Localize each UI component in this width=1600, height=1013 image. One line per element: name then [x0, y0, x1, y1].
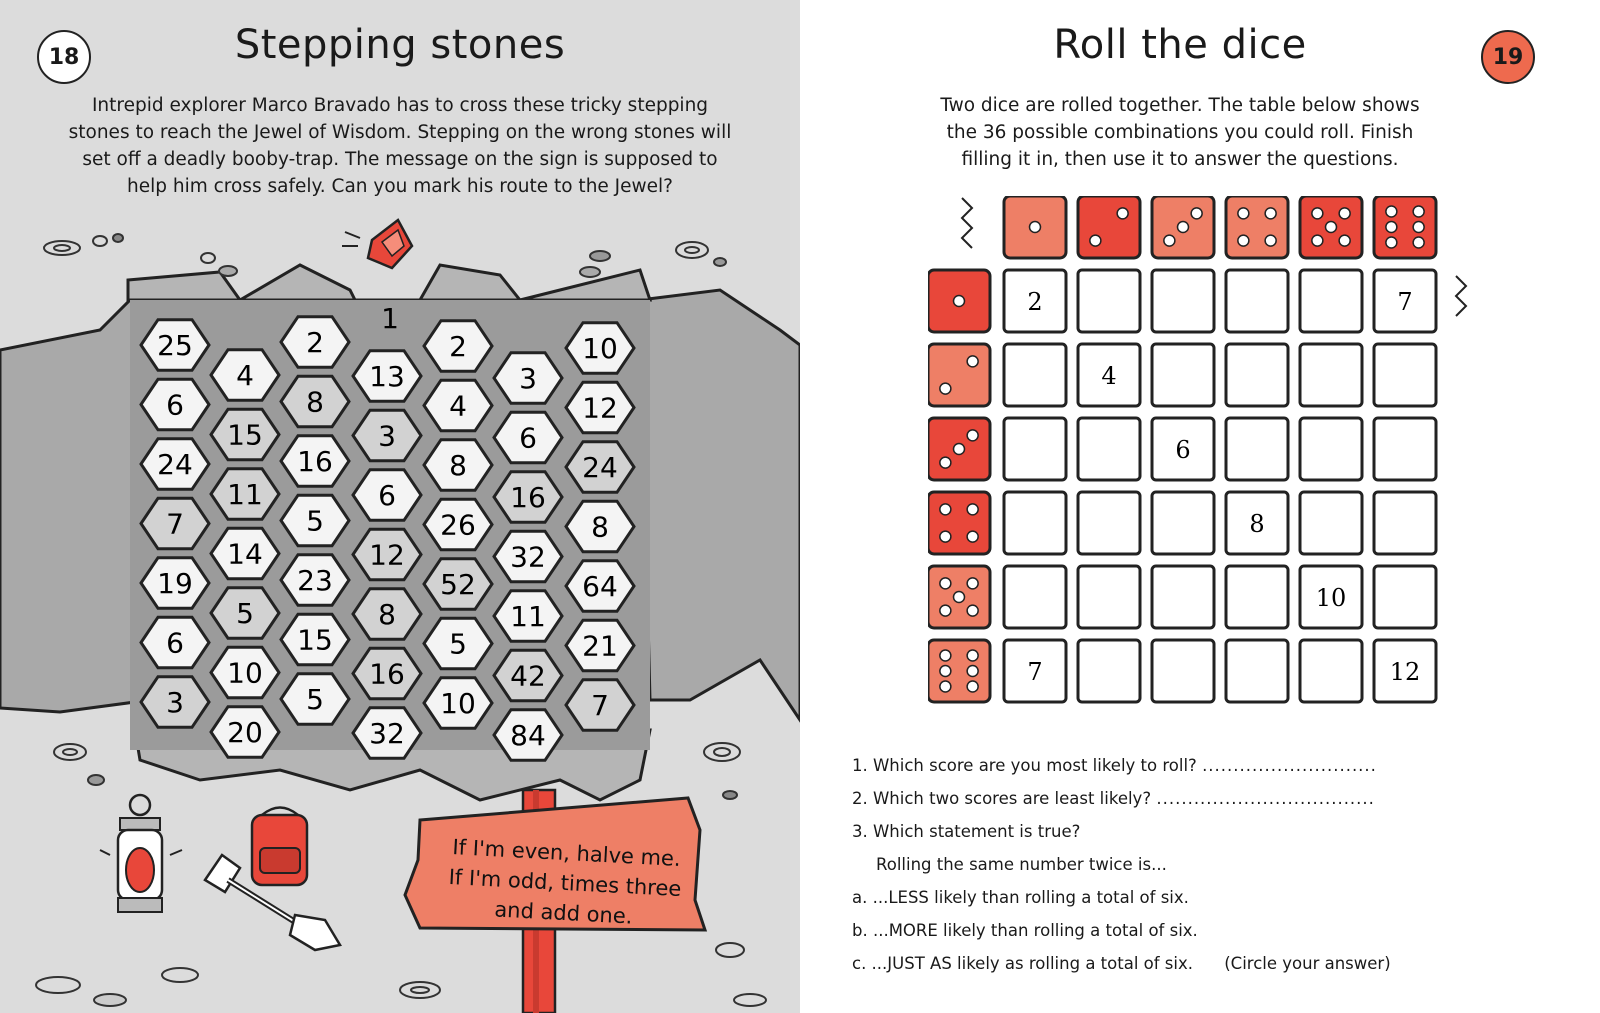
- lantern-icon: [100, 795, 182, 912]
- page-number-right: 19: [1481, 30, 1535, 84]
- table-cell[interactable]: [1374, 418, 1436, 480]
- stone-number: 6: [519, 421, 537, 455]
- table-cell[interactable]: [1300, 492, 1362, 554]
- stone-number: 42: [510, 659, 546, 693]
- intro-line: filling it in, then use it to answer the questions.: [961, 149, 1399, 170]
- die-pip: [967, 666, 978, 677]
- die-pip: [967, 356, 978, 367]
- table-cell[interactable]: [1226, 566, 1288, 628]
- table-cell[interactable]: [1300, 418, 1362, 480]
- table-cell[interactable]: [1152, 640, 1214, 702]
- die-pip: [1413, 237, 1424, 248]
- question-3-prompt: Rolling the same number twice is...: [876, 855, 1167, 874]
- die-pip: [1265, 208, 1276, 219]
- intro-text-left: [40, 92, 760, 200]
- die-pip: [967, 578, 978, 589]
- question-3: 3. Which statement is true?: [852, 822, 1081, 841]
- intro-line: Two dice are rolled together. The table below shows: [940, 95, 1420, 116]
- option-a[interactable]: a. ...LESS likely than rolling a total of six.: [852, 888, 1189, 907]
- stone-number: 21: [582, 629, 618, 663]
- stone-number: 19: [157, 567, 193, 600]
- die-pip: [940, 383, 951, 394]
- stone-number: 23: [297, 564, 333, 597]
- left-cliff: [0, 290, 150, 712]
- cell-value: 6: [1175, 436, 1191, 464]
- die-pip: [1090, 235, 1101, 246]
- question-text: 1. Which score are you most likely to roll?: [852, 756, 1197, 775]
- stone-number: 5: [306, 683, 324, 716]
- stone-number: 26: [440, 508, 476, 542]
- table-cell[interactable]: [1226, 640, 1288, 702]
- stone-number: 2: [449, 330, 467, 363]
- table-cell[interactable]: [1152, 566, 1214, 628]
- option-c[interactable]: [852, 954, 1391, 973]
- die-pip: [1413, 206, 1424, 217]
- cell-value: 7: [1397, 288, 1413, 316]
- dice-combination-table: [928, 196, 1488, 741]
- stone-number: 11: [227, 478, 263, 511]
- die-pip: [954, 444, 965, 455]
- die-pip: [1191, 208, 1202, 219]
- stone-number: 15: [227, 418, 263, 452]
- die-pip: [1326, 222, 1337, 233]
- stone-number: 3: [378, 419, 396, 453]
- stone-number: 32: [510, 540, 546, 574]
- stone-number: 5: [236, 597, 254, 630]
- die-pip: [967, 531, 978, 542]
- answer-blank[interactable]: ............................: [1202, 756, 1377, 775]
- table-cell[interactable]: [1152, 270, 1214, 332]
- page-title-left: Stepping stones: [234, 22, 566, 68]
- stone-number: 3: [519, 362, 537, 395]
- die-pip: [967, 605, 978, 616]
- intro-line: help him cross safely. Can you mark his route to the Jewel?: [126, 176, 673, 197]
- die-pip: [1030, 222, 1041, 233]
- table-cell[interactable]: [1300, 640, 1362, 702]
- die-pip: [1413, 222, 1424, 233]
- cell-value: 4: [1101, 362, 1117, 390]
- option-b[interactable]: b. ...MORE likely than rolling a total of six.: [852, 921, 1198, 940]
- die-pip: [1117, 208, 1128, 219]
- cell-value: 8: [1249, 510, 1265, 538]
- jewel-icon: [342, 220, 412, 268]
- table-cell[interactable]: [1300, 344, 1362, 406]
- stone-number: 10: [227, 656, 263, 690]
- stone-number: 5: [449, 627, 467, 661]
- table-cell[interactable]: [1374, 344, 1436, 406]
- stone-number: 24: [157, 448, 193, 481]
- stone-number: 2: [306, 326, 324, 359]
- die-pip: [967, 681, 978, 692]
- cell-value: 12: [1389, 658, 1421, 686]
- stone-number: 4: [236, 359, 254, 392]
- stone-number: 64: [582, 570, 618, 603]
- die-pip: [1238, 208, 1249, 219]
- die-pip: [940, 578, 951, 589]
- table-cell[interactable]: [1078, 640, 1140, 702]
- cell-value: 10: [1315, 584, 1347, 612]
- die-pip: [1386, 237, 1397, 248]
- answer-blank[interactable]: ...................................: [1156, 789, 1375, 808]
- stone-number: 84: [510, 719, 546, 752]
- stone-number: 25: [157, 329, 193, 362]
- page-title-right: Roll the dice: [1053, 22, 1307, 68]
- stone-number: 10: [582, 332, 618, 365]
- table-cell[interactable]: [1300, 270, 1362, 332]
- stone-number: 8: [591, 510, 609, 544]
- table-cell[interactable]: [1226, 270, 1288, 332]
- die-pip: [940, 531, 951, 542]
- stone-number: 32: [369, 717, 405, 750]
- stone-number: 6: [378, 479, 396, 512]
- die-pip: [1339, 208, 1350, 219]
- table-cell[interactable]: [1004, 418, 1066, 480]
- stone-number: 6: [166, 626, 184, 660]
- sign-line: If I'm even, halve me.: [451, 835, 682, 872]
- stone-number: 12: [582, 391, 618, 425]
- option-c-text: c. ...JUST AS likely as rolling a total of six.: [852, 954, 1193, 973]
- circle-answer-note: (Circle your answer): [1224, 954, 1391, 973]
- stone-number: 52: [440, 568, 476, 601]
- stone-number: 14: [227, 537, 263, 571]
- stone-number: 6: [166, 388, 184, 422]
- die-pip: [1265, 235, 1276, 246]
- table-cell[interactable]: [1374, 566, 1436, 628]
- sign-line: If I'm odd, times three: [448, 864, 682, 902]
- die-pip: [1312, 235, 1323, 246]
- stone-number: 11: [510, 600, 546, 633]
- stone-number: 5: [306, 504, 324, 538]
- intro-line: Intrepid explorer Marco Bravado has to cross these tricky stepping: [91, 95, 709, 116]
- die-pip: [954, 296, 965, 307]
- stone-number: 12: [369, 538, 405, 572]
- intro-text-right: [920, 92, 1440, 173]
- die-pip: [1238, 235, 1249, 246]
- stone-number: 3: [166, 686, 184, 719]
- intro-line: set off a deadly booby-trap. The message on the sign is supposed to: [82, 149, 718, 170]
- die-pip: [954, 592, 965, 603]
- die-pip: [940, 666, 951, 677]
- backpack-icon: [252, 808, 307, 886]
- die-pip: [1386, 222, 1397, 233]
- table-cell[interactable]: [1078, 492, 1140, 554]
- die-pip: [940, 681, 951, 692]
- die-header-top: [1374, 196, 1436, 258]
- stone-number: 16: [369, 657, 405, 691]
- die-pip: [940, 650, 951, 661]
- die-header-left: [928, 640, 990, 702]
- table-cell[interactable]: [1078, 418, 1140, 480]
- die-pip: [967, 504, 978, 515]
- stone-number: 8: [449, 449, 467, 482]
- page-number-left: 18: [37, 30, 91, 84]
- intro-line: stones to reach the Jewel of Wisdom. Stepping on the wrong stones will: [68, 122, 732, 143]
- table-cell[interactable]: [1078, 566, 1140, 628]
- table-cell[interactable]: [1004, 566, 1066, 628]
- die-pip: [1178, 222, 1189, 233]
- die-pip: [967, 430, 978, 441]
- die-pip: [1386, 206, 1397, 217]
- die-header-top: [1226, 196, 1288, 258]
- die-header-left: [928, 492, 990, 554]
- stone-number: 20: [227, 716, 263, 749]
- die-pip: [940, 457, 951, 468]
- table-cell[interactable]: [1226, 344, 1288, 406]
- stone-number: 7: [591, 689, 609, 722]
- sign-message: [428, 831, 702, 935]
- die-pip: [967, 650, 978, 661]
- right-page: [800, 0, 1600, 1013]
- die-pip: [1312, 208, 1323, 219]
- cell-value: 7: [1027, 658, 1043, 686]
- stone-number: 7: [166, 507, 184, 541]
- table-cell[interactable]: [1226, 418, 1288, 480]
- stone-number: 16: [510, 481, 546, 514]
- question-text: 2. Which two scores are least likely?: [852, 789, 1152, 808]
- stone-number: 15: [297, 623, 333, 657]
- table-cell[interactable]: [1152, 344, 1214, 406]
- start-stone-label: 1: [381, 302, 399, 335]
- stone-number: 4: [449, 389, 467, 423]
- table-cell[interactable]: [1078, 270, 1140, 332]
- die-pip: [940, 504, 951, 515]
- die-header-left: [928, 344, 990, 406]
- die-pip: [940, 605, 951, 616]
- table-cell[interactable]: [1374, 492, 1436, 554]
- stone-number: 16: [297, 445, 333, 478]
- cell-value: 2: [1027, 288, 1043, 316]
- stone-number: 13: [369, 360, 405, 393]
- sign-line: and add one.: [493, 897, 634, 929]
- question-1: [852, 756, 1377, 775]
- table-cell[interactable]: [1152, 492, 1214, 554]
- die-header-top: [1078, 196, 1140, 258]
- table-cell[interactable]: [1004, 492, 1066, 554]
- stone-number: 8: [306, 385, 324, 419]
- stone-number: 24: [582, 451, 618, 484]
- question-2: [852, 789, 1375, 808]
- die-pip: [1339, 235, 1350, 246]
- right-cliff: [640, 290, 800, 720]
- intro-line: the 36 possible combinations you could roll. Finish: [946, 122, 1414, 143]
- die-pip: [1164, 235, 1175, 246]
- stone-number: 10: [440, 687, 476, 720]
- stone-number: 8: [378, 598, 396, 631]
- table-cell[interactable]: [1004, 344, 1066, 406]
